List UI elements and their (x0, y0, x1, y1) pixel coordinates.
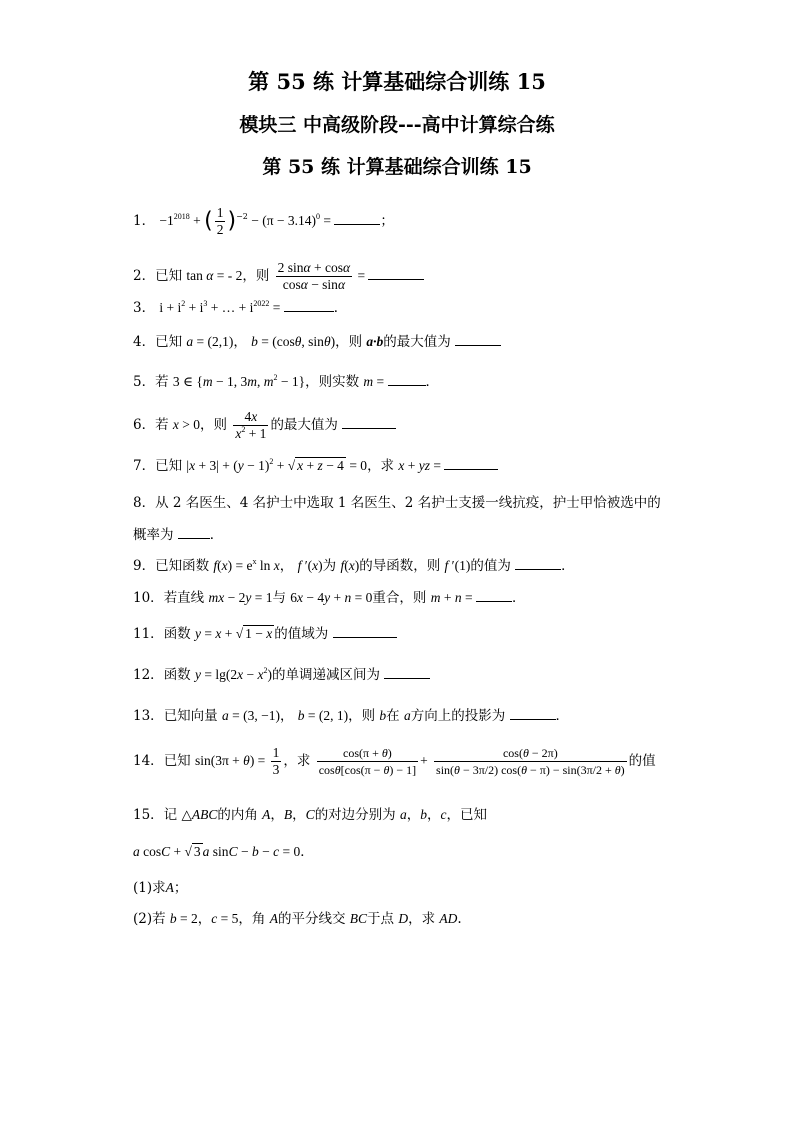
question-8-line-1: 8．从 2 名医生、4 名护士中选取 1 名医生、2 名护士支援一线抗疫，护士甲恰被选中的 (133, 495, 661, 511)
question-12: 12．函数 $y = \lg(2x - x^2)$的单调递减区间为 (133, 666, 430, 684)
answer-blank[interactable] (384, 666, 430, 679)
question-15-condition: a cosC + √ 3 a sinC − b − c = 0． (133, 844, 314, 860)
question-2: 2．已知 tan α = - 2，则 $\frac{2 \sin\alpha + \cos\alpha}{\cos\alpha - \sin\alpha}$ = (133, 260, 424, 293)
answer-blank[interactable] (444, 457, 498, 470)
page-title: 第 55 练 计算基础综合训练 15 (248, 69, 546, 94)
question-10: 10．若直线 mx − 2y = 1与 6x − 4y + n = 0重合，则 m + n = ． (133, 590, 526, 606)
question-13: 13．已知向量 a = (3, −1)， b = (2, 1)，则 b在 a方向上的投影为 ． (133, 708, 569, 724)
question-6: 6．若 x > 0，则 $\frac{4x}{x^2 + 1}$ 的最大值为 (133, 409, 396, 442)
module-heading: 模块三 中高级阶段---高中计算综合练 (239, 114, 555, 136)
question-15: 15．记 △ABC的内角 A，B，C的对边分别为 a，b，c，已知 (133, 807, 487, 823)
question-7: 7．已知 $|x + 3| + (y - 1)^2$ + √ x + z − 4 = 0，求 x + yz = (133, 457, 498, 475)
question-1: 1． $-1^{2018}$ + ( $\frac{1}{2}$ )$^{-2} - (\pi - 3.14)^0$ = ； (133, 205, 394, 237)
answer-blank[interactable] (178, 526, 210, 539)
answer-blank[interactable] (476, 589, 512, 602)
question-11: 11．函数 y = x + √ 1 − x 的值域为 (133, 625, 397, 643)
answer-blank[interactable] (510, 707, 556, 720)
question-3: 3． $i + i^2 + i^3$ + … + $i^{2022}$ = ． (133, 299, 348, 316)
answer-blank[interactable] (515, 557, 561, 570)
answer-blank[interactable] (455, 333, 501, 346)
answer-blank[interactable] (368, 267, 424, 280)
section-subtitle: 第 55 练 计算基础综合训练 15 (262, 156, 532, 178)
answer-blank[interactable] (388, 373, 426, 386)
question-15-part-1: (1)求A； (133, 880, 188, 896)
question-8-line-2: 概率为 ． (133, 527, 224, 543)
question-14: 14．已知 sin(3π + θ) = $\frac{1}{3}$ ，求 $\frac{\cos(\pi + \theta)}{\cos\theta[\cos(\pi - \theta) - 1]}$ + $\frac{\cos(\theta - 2\pi)}{\sin(\theta - 3\pi/2) \cos(\theta - \pi) - \sin(3\pi/2 + \theta)}$ 的值 (133, 745, 656, 777)
question-4: 4．已知 a = (2,1)， b = (cosθ, sinθ)，则 a·b的最大值为 (133, 333, 501, 351)
answer-blank[interactable] (334, 212, 380, 225)
answer-blank[interactable] (333, 625, 397, 638)
question-5: 5．若 3 ∈ {m − 1, 3m, $m^2 - 1$}，则实数 m = ． (133, 373, 440, 390)
answer-blank[interactable] (284, 299, 334, 312)
answer-blank[interactable] (342, 416, 396, 429)
question-9: 9．已知函数 $f(x) = e^x$ ln x， f ′(x)为 f(x)的导函数，则 f ′(1)的值为 ． (133, 557, 575, 574)
question-15-part-2: (2)若 b = 2，c = 5，角 A的平分线交 BC于点 D，求 AD. (133, 911, 462, 927)
